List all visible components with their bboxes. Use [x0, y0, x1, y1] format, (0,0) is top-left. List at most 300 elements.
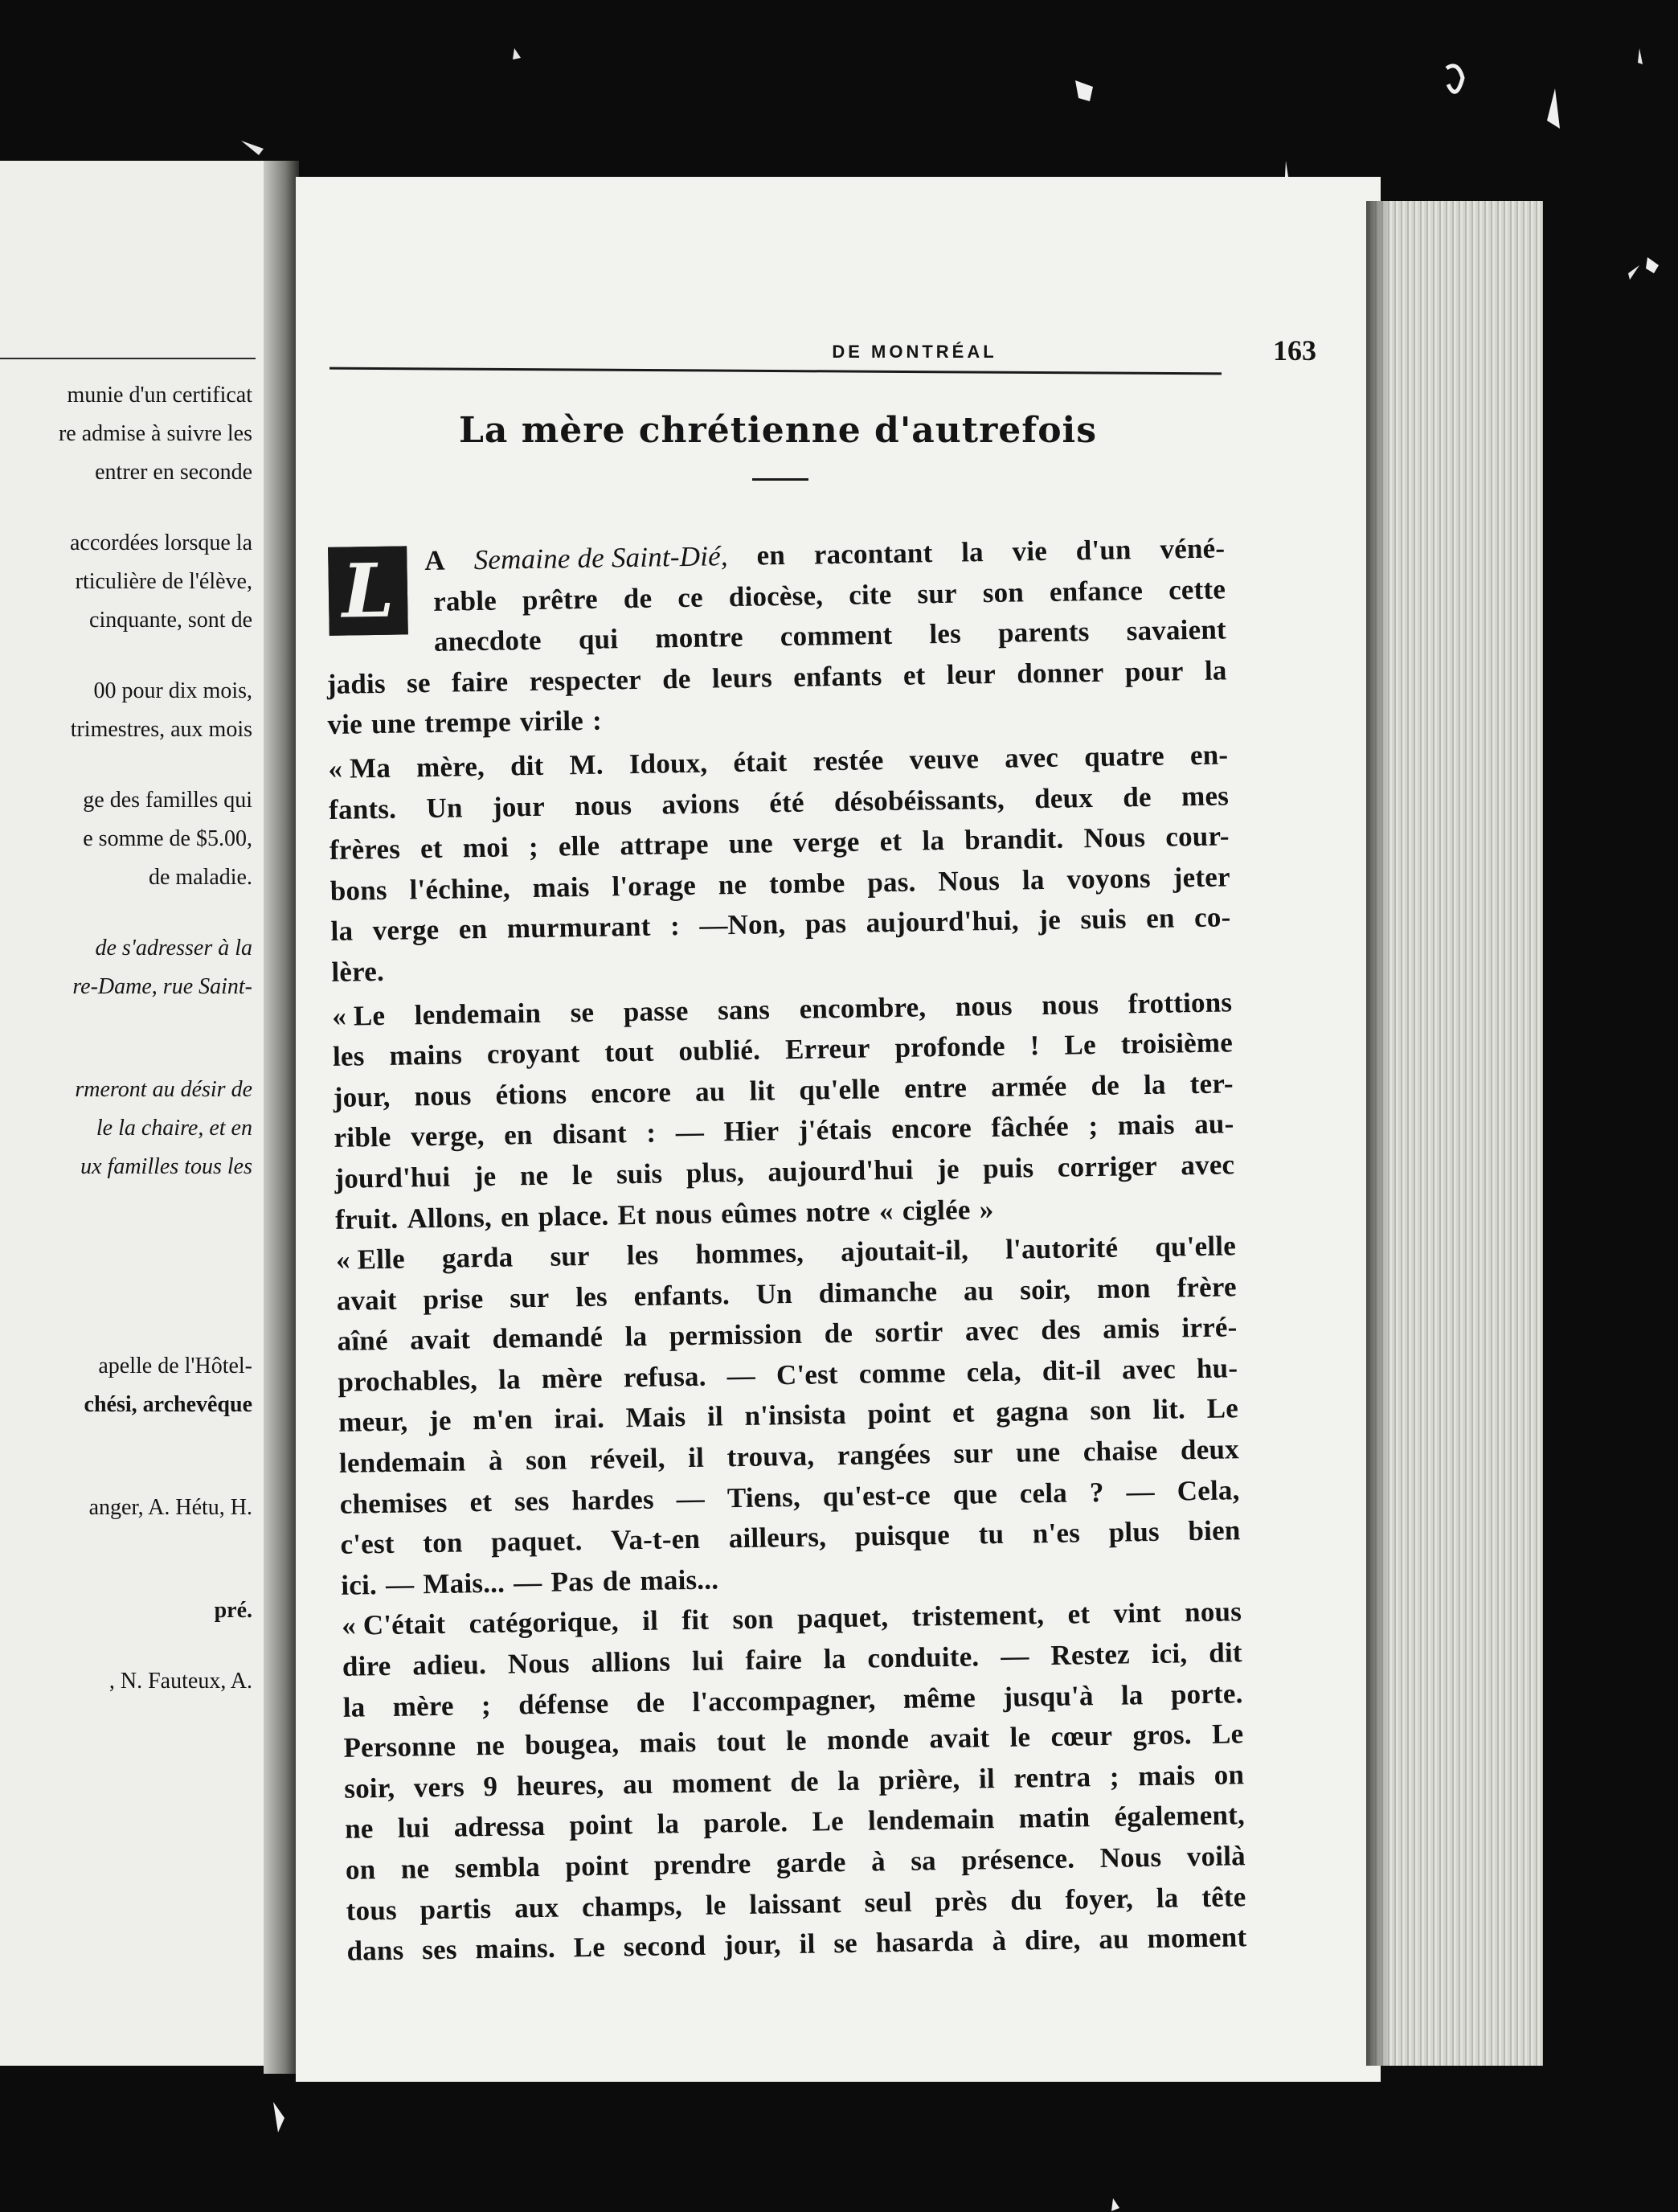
word: puis	[982, 1152, 1034, 1185]
word: au	[622, 1768, 653, 1800]
word: la	[1120, 1678, 1144, 1711]
word: plus,	[686, 1156, 745, 1189]
left-text-line: munie d'un certificat	[67, 383, 252, 408]
word: dans	[346, 1934, 404, 1967]
word: que	[952, 1477, 998, 1510]
word: frères	[329, 833, 401, 866]
left-text-line: anger, A. Hétu, H.	[88, 1495, 252, 1520]
word: près	[935, 1884, 988, 1917]
word: paquet,	[796, 1601, 889, 1635]
left-blank-gap	[0, 1527, 256, 1559]
word: la	[657, 1808, 680, 1841]
word: ses	[421, 1933, 457, 1966]
word: hu-	[1196, 1352, 1238, 1384]
word: avec	[1004, 741, 1059, 774]
word: tu	[978, 1518, 1005, 1550]
word: sans	[717, 993, 771, 1026]
word: !	[1029, 1030, 1040, 1062]
word: foyer,	[1065, 1882, 1134, 1915]
word: au	[963, 1274, 994, 1307]
word: nous	[1184, 1596, 1242, 1628]
word: était	[733, 745, 788, 779]
word: ter-	[1189, 1067, 1234, 1100]
word: la	[330, 915, 354, 948]
word: à	[488, 1444, 503, 1477]
word: sortir	[874, 1316, 943, 1349]
word: croyant	[486, 1037, 580, 1071]
word: Semaine de Saint-Dié,	[473, 540, 729, 576]
word: deux	[1180, 1433, 1240, 1466]
word: les	[929, 617, 962, 650]
word: la	[1204, 654, 1227, 686]
word: son	[732, 1603, 774, 1636]
word: lui	[691, 1645, 724, 1677]
word: on	[1213, 1759, 1245, 1791]
word: en-	[1189, 739, 1229, 772]
word: permission	[669, 1318, 803, 1352]
left-blank-gap	[0, 492, 256, 524]
word: ton	[423, 1526, 463, 1559]
word: également,	[1114, 1799, 1246, 1833]
left-text-line: pré.	[214, 1598, 252, 1623]
word: tristement,	[911, 1599, 1045, 1633]
word: et	[469, 1485, 493, 1518]
word: prêtre	[522, 583, 599, 616]
running-head: DE MONTRÉAL	[832, 342, 997, 362]
word: place.	[538, 1199, 609, 1232]
word: —	[513, 1566, 542, 1599]
word: qu'est-ce	[822, 1478, 931, 1513]
word: une	[370, 707, 416, 740]
word: faire	[745, 1643, 803, 1676]
word: cette	[1168, 572, 1226, 606]
word: prise	[423, 1282, 484, 1315]
word: prendre	[653, 1847, 751, 1881]
word: irré-	[1181, 1311, 1238, 1344]
word: anecdote	[433, 624, 542, 658]
word: Restez	[1050, 1638, 1131, 1672]
word: il	[706, 1400, 724, 1433]
word: eûmes	[720, 1196, 797, 1229]
word: encore	[890, 1112, 972, 1145]
word: bien	[1188, 1514, 1241, 1547]
left-blank-gap	[0, 897, 256, 929]
word: n'es	[1032, 1517, 1081, 1550]
word: désobéissants,	[833, 783, 1005, 817]
word: oublié.	[678, 1034, 761, 1067]
word: Erreur	[784, 1032, 870, 1066]
word: de	[1091, 1069, 1120, 1101]
word: lit	[749, 1075, 776, 1107]
word: frère	[1177, 1270, 1237, 1304]
word: suis	[1080, 903, 1127, 936]
word: le	[705, 1888, 726, 1921]
word: fit	[681, 1604, 710, 1636]
word: la	[960, 536, 984, 568]
word: catégorique,	[469, 1605, 620, 1640]
word: le	[571, 1158, 593, 1191]
word: aujourd'hui	[767, 1153, 914, 1188]
word: Idoux,	[628, 747, 708, 780]
word: profonde	[894, 1030, 1005, 1064]
header-rule	[329, 367, 1222, 375]
word: Nous	[1083, 821, 1146, 854]
word: qui	[578, 623, 619, 656]
left-blank-gap	[0, 1186, 256, 1219]
word: C'est	[776, 1358, 839, 1391]
word: sembla	[454, 1850, 541, 1884]
word: amis	[1102, 1313, 1160, 1346]
word: dit	[510, 749, 544, 782]
word: «	[878, 1194, 894, 1227]
word: Le	[1206, 1392, 1239, 1425]
word: ;	[528, 831, 539, 863]
word: il	[641, 1605, 659, 1637]
word: mains	[389, 1038, 463, 1071]
left-blank-gap	[0, 1251, 256, 1283]
word: garde	[776, 1846, 846, 1879]
word: hommes,	[695, 1236, 804, 1270]
word: soir,	[344, 1772, 395, 1804]
word: point	[867, 1397, 931, 1430]
word: restée	[812, 744, 884, 777]
word: dire,	[1024, 1923, 1081, 1956]
word: lendemain	[867, 1803, 995, 1837]
word: Pas	[550, 1565, 594, 1598]
word: la	[342, 1691, 366, 1723]
word: Nous	[1099, 1841, 1162, 1874]
word: de	[789, 1765, 820, 1797]
word: mon	[1096, 1272, 1151, 1305]
word: quatre	[1083, 739, 1165, 773]
word: « C'était	[341, 1608, 446, 1642]
word: jusqu'à	[1003, 1679, 1094, 1713]
word: enfants	[792, 659, 882, 693]
word: ;	[481, 1689, 492, 1721]
word: —	[1126, 1475, 1156, 1508]
word: Va-t-en	[610, 1523, 701, 1556]
word: jadis	[326, 667, 387, 700]
word: ses	[514, 1485, 550, 1518]
word: qu'elle	[799, 1072, 881, 1106]
word: ailleurs,	[728, 1521, 827, 1555]
word: ?	[1089, 1476, 1104, 1508]
word: lère.	[331, 955, 385, 988]
word: et	[879, 825, 902, 858]
word: moi	[462, 831, 510, 864]
page-block-edges	[1366, 201, 1543, 2066]
word: de	[602, 1565, 632, 1597]
left-text-line: accordées lorsque la	[70, 530, 252, 555]
word: —	[675, 1116, 705, 1149]
word: champs,	[581, 1889, 683, 1923]
word: A	[424, 544, 446, 577]
word: Un	[755, 1277, 793, 1310]
word: Un	[426, 791, 463, 824]
word: à	[870, 1845, 886, 1878]
word: —	[385, 1568, 415, 1600]
left-text-line: chési, archevêque	[84, 1392, 252, 1417]
word: Mais	[625, 1401, 686, 1434]
left-header-rule	[0, 358, 256, 359]
word: mais	[1138, 1759, 1196, 1792]
word: mais	[1117, 1108, 1175, 1141]
word: verge,	[410, 1120, 485, 1153]
word: qu'elle	[1155, 1230, 1237, 1263]
word: avec	[1121, 1353, 1177, 1386]
word: Mais...	[423, 1567, 505, 1600]
word: refusa.	[623, 1360, 706, 1394]
word: ne	[400, 1853, 430, 1885]
word: leur	[946, 657, 997, 690]
word: une	[728, 827, 774, 860]
word: cour-	[1165, 820, 1230, 853]
word: parents	[997, 616, 1090, 649]
left-text-line: rticulière de l'élève,	[75, 569, 252, 594]
word: son	[525, 1444, 567, 1477]
word: :	[591, 704, 603, 737]
word: Nous	[507, 1647, 570, 1680]
left-text-line: de maladie.	[148, 865, 252, 890]
word: avait	[929, 1722, 990, 1755]
word: avec	[1181, 1149, 1235, 1182]
word: dimanche	[818, 1275, 938, 1309]
word: Hier	[723, 1115, 780, 1148]
word: M.	[569, 748, 604, 781]
left-text-line: ge des familles qui	[83, 788, 252, 813]
word: dit-il	[1042, 1354, 1102, 1387]
word: hasarda	[875, 1925, 975, 1959]
article-title: La mère chrétienne d'autrefois	[458, 410, 1098, 451]
word: je	[428, 1405, 452, 1437]
word: c'est	[340, 1528, 395, 1561]
word: à	[992, 1925, 1007, 1957]
word: sur	[509, 1281, 550, 1314]
word: ne	[718, 868, 747, 901]
word: ici,	[1151, 1637, 1188, 1670]
word: réveil,	[589, 1442, 665, 1476]
word: et	[1067, 1598, 1091, 1631]
word: matin	[1018, 1801, 1091, 1835]
word: une	[1015, 1436, 1061, 1469]
left-text-line: apelle de l'Hôtel-	[98, 1354, 252, 1378]
word: virile	[519, 705, 584, 738]
title-rule	[752, 478, 808, 481]
word: ;	[1109, 1760, 1120, 1792]
word: enfance	[1049, 574, 1144, 608]
word: nous	[414, 1079, 472, 1112]
left-blank-gap	[0, 1630, 256, 1662]
word: veuve	[909, 743, 980, 776]
word: Le	[812, 1805, 845, 1838]
word: les	[332, 1040, 365, 1073]
word: en	[1145, 902, 1175, 935]
word: et	[420, 832, 444, 865]
page-number: 163	[1273, 334, 1316, 367]
word: sa	[910, 1845, 937, 1877]
word: chemises	[339, 1486, 448, 1520]
word: attrape	[620, 828, 709, 862]
word: Le	[573, 1931, 606, 1964]
word: le	[785, 1724, 808, 1757]
left-text-line: de s'adresser à la	[95, 936, 252, 961]
word: tombe	[768, 866, 845, 900]
word: l'orage	[612, 869, 697, 903]
word: Nous	[938, 864, 1001, 897]
word: au	[694, 1075, 726, 1108]
word: la	[1143, 1068, 1166, 1100]
word: présence.	[961, 1842, 1075, 1876]
word: l'autorité	[1005, 1231, 1119, 1265]
word: du	[1010, 1883, 1042, 1916]
word: de	[1123, 780, 1152, 813]
word: la	[624, 1321, 648, 1353]
word: véné-	[1160, 532, 1226, 565]
word: rentra	[1013, 1761, 1091, 1794]
word: pas	[804, 907, 847, 940]
word: ne	[519, 1159, 549, 1192]
word: nous	[654, 1198, 713, 1231]
word: Et	[617, 1198, 647, 1231]
word: Allons,	[407, 1201, 493, 1234]
word: voyons	[1066, 862, 1152, 895]
word: prière,	[878, 1763, 960, 1796]
left-blank-gap	[0, 1219, 256, 1251]
word: frottions	[1128, 985, 1233, 1019]
word: « Le	[331, 999, 386, 1032]
word: bons	[329, 874, 387, 907]
word: de	[636, 1686, 665, 1718]
left-text-line: cinquante, sont de	[89, 608, 252, 633]
word: jourd'hui	[334, 1161, 451, 1194]
word: disant	[551, 1117, 628, 1150]
word: verge	[372, 914, 440, 947]
word: hardes	[571, 1483, 655, 1516]
word: la	[837, 1764, 861, 1796]
word: »	[979, 1193, 994, 1225]
word: fants.	[328, 793, 397, 825]
word: jour	[492, 790, 546, 823]
left-text-line: 00 pour dix mois,	[93, 678, 252, 703]
word: mère	[541, 1362, 604, 1395]
word: paquet.	[490, 1525, 583, 1559]
word: le	[1009, 1721, 1031, 1754]
word: la	[922, 825, 945, 857]
left-blank-gap	[0, 1424, 256, 1456]
word: suis	[616, 1157, 663, 1190]
word: mes	[1181, 779, 1230, 812]
word: irai.	[554, 1403, 605, 1436]
word: trempe	[424, 706, 512, 739]
word: avait	[336, 1284, 398, 1317]
word: je	[1037, 904, 1062, 936]
word: lit.	[1152, 1393, 1186, 1426]
word: diocèse,	[728, 579, 824, 612]
word: et	[952, 1396, 975, 1429]
word: bougea,	[524, 1727, 620, 1761]
word: lendemain	[414, 997, 542, 1030]
word: savaient	[1126, 613, 1227, 647]
word: on	[345, 1854, 376, 1886]
word: vie	[327, 708, 363, 741]
word: cela,	[966, 1355, 1022, 1388]
word: verge	[792, 825, 860, 859]
word: Personne	[343, 1730, 456, 1764]
word: meur,	[338, 1405, 408, 1439]
word: donner	[1016, 656, 1104, 690]
word: ici.	[341, 1568, 378, 1601]
word: des	[1041, 1313, 1081, 1346]
word: conduite.	[867, 1641, 980, 1674]
word: trouva,	[726, 1440, 815, 1473]
word: même	[902, 1682, 976, 1714]
word: ce	[677, 581, 704, 613]
word: corriger	[1057, 1149, 1158, 1183]
word: dit	[1208, 1636, 1242, 1669]
word: en	[458, 913, 488, 945]
word: soir,	[1019, 1273, 1071, 1306]
word: comme	[858, 1356, 946, 1390]
previous-page-text	[0, 376, 256, 1701]
word: cite	[848, 578, 892, 611]
book-gutter	[264, 161, 299, 2074]
word: jour,	[333, 1080, 391, 1113]
word: enfants.	[633, 1278, 731, 1312]
word: allions	[591, 1645, 671, 1678]
word: défense	[518, 1687, 609, 1721]
word: chaise	[1083, 1434, 1158, 1468]
word: sur	[917, 577, 957, 610]
left-text-line: rmeront au désir de	[75, 1077, 252, 1102]
left-text-line: entrer en seconde	[95, 460, 252, 485]
word: mais	[639, 1727, 697, 1759]
word: passe	[623, 994, 689, 1027]
word: rable	[432, 584, 497, 617]
word: jour,	[723, 1928, 782, 1961]
word: en	[756, 539, 786, 571]
word: monde	[826, 1722, 910, 1756]
word: deux	[1033, 781, 1094, 814]
word: troisième	[1120, 1026, 1234, 1060]
word: gagna	[995, 1395, 1070, 1428]
word: se	[833, 1927, 858, 1960]
word: ne	[476, 1729, 505, 1762]
word: co-	[1193, 901, 1231, 934]
word: leurs	[711, 662, 773, 694]
word: sur	[953, 1437, 993, 1469]
left-text-line: re admise à suivre les	[58, 421, 252, 446]
word: brandit.	[964, 822, 1064, 856]
word: l'échine,	[409, 872, 511, 906]
word: moment	[671, 1766, 771, 1800]
word: nous	[574, 789, 632, 821]
word: pour	[1124, 655, 1184, 688]
word: la	[823, 1643, 846, 1675]
word: Le	[1064, 1029, 1097, 1061]
word: d'un	[1075, 534, 1132, 567]
word: au	[1099, 1923, 1130, 1956]
word: notre	[805, 1194, 870, 1228]
word: respecter	[529, 663, 642, 697]
word: ;	[1088, 1110, 1099, 1142]
word: étions	[495, 1078, 567, 1111]
word: faire	[451, 666, 509, 698]
word: prochables,	[338, 1364, 478, 1398]
page-edge-shadow	[1366, 201, 1390, 2066]
word: point	[565, 1849, 629, 1882]
word: garda	[441, 1241, 514, 1274]
left-blank-gap	[0, 640, 256, 672]
